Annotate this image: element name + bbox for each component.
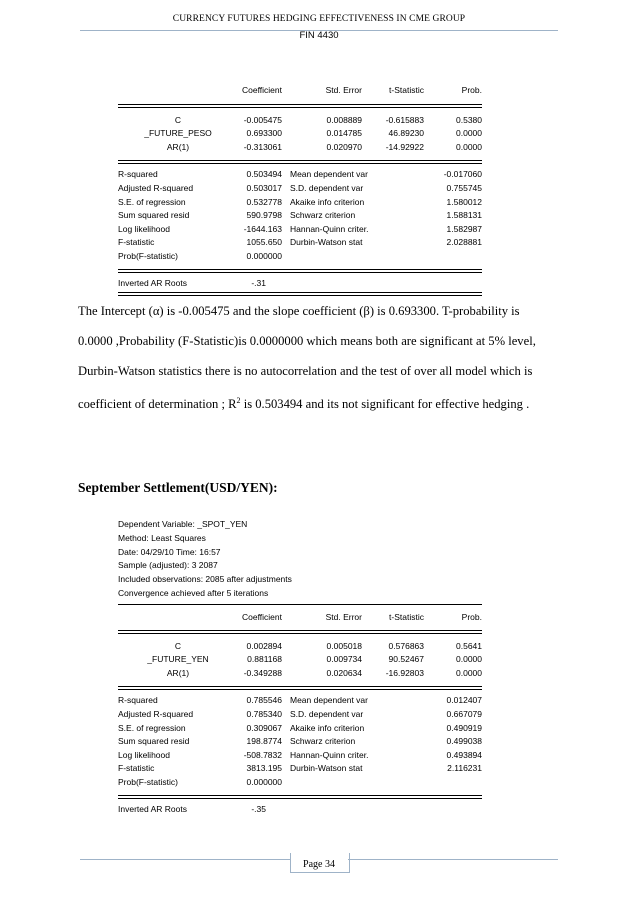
stats-row [118, 196, 482, 210]
stat-label: Durbin-Watson stat [290, 237, 363, 248]
roots-row [118, 803, 482, 817]
stat-label: R-squared [118, 695, 158, 706]
stat-label: Prob(F-statistic) [118, 776, 178, 787]
stat-label: Prob(F-statistic) [118, 250, 178, 261]
meta-line: Sample (adjusted): 3 2087 [118, 560, 218, 571]
stat-label: Durbin-Watson stat [290, 763, 363, 774]
stat-label: Schwarz criterion [290, 210, 356, 221]
stat-value: 0.503494 [246, 169, 282, 180]
table-row [118, 640, 482, 654]
paragraph-line: Durbin-Watson statistics there is no autocorrelation and the test of over all model which is [78, 364, 533, 378]
stat-label: Akaike info criterion [290, 196, 365, 207]
p-cell: 0.5380 [456, 114, 482, 125]
stats-row [118, 776, 482, 790]
stats-row [118, 708, 482, 722]
t-cell: -0.615883 [385, 114, 424, 125]
coef-cell: 0.693300 [246, 128, 282, 139]
paragraph-line [78, 386, 562, 419]
coef-cell: -0.313061 [243, 141, 282, 152]
regression-table-peso [118, 84, 482, 296]
stat-label: Hannan-Quinn criter. [290, 223, 369, 234]
paragraph-text: is 0.503494 and its not significant for effective hedging . [240, 397, 530, 412]
var-name: C [174, 640, 182, 651]
roots-label: Inverted AR Roots [118, 803, 187, 814]
meta-line: Date: 04/29/10 Time: 16:57 [118, 546, 221, 557]
stats-row [118, 236, 482, 250]
stats-row [118, 168, 482, 182]
stat-value: 0.000000 [246, 776, 282, 787]
table-header-row [118, 84, 482, 98]
stats-row [118, 762, 482, 776]
stat-label: S.D. dependent var [290, 708, 364, 719]
se-cell: 0.020634 [326, 667, 362, 678]
p-cell: 0.0000 [456, 141, 482, 152]
stat-label: Schwarz criterion [290, 736, 356, 747]
stat-label: Log likelihood [118, 223, 170, 234]
stats-row [118, 209, 482, 223]
meta-line: Convergence achieved after 5 iterations [118, 587, 269, 598]
stats-row [118, 722, 482, 736]
t-cell: 0.576863 [388, 640, 424, 651]
footer-rule [348, 859, 558, 860]
coef-cell: 0.002894 [246, 640, 282, 651]
section-title: September Settlement(USD/YEN): [78, 480, 278, 495]
stat-value: 0.755745 [446, 182, 482, 193]
coef-cell: -0.005475 [243, 114, 282, 125]
stat-label: F-statistic [118, 763, 155, 774]
regression-meta [118, 518, 292, 601]
stat-label: R-squared [118, 169, 158, 180]
roots-value: -.35 [251, 803, 266, 814]
table-row [118, 653, 482, 667]
se-cell: 0.005018 [326, 640, 362, 651]
stat-value: 0.503017 [246, 182, 282, 193]
col-coefficient: Coefficient [241, 612, 282, 622]
meta-line: Dependent Variable: _SPOT_YEN [118, 519, 248, 529]
stat-label: Sum squared resid [118, 210, 190, 221]
roots-value: -.31 [251, 277, 266, 288]
stat-label: Adjusted R-squared [118, 182, 194, 193]
se-cell: 0.020970 [326, 141, 362, 152]
col-prob: Prob. [461, 85, 482, 95]
col-t-statistic: t-Statistic [389, 85, 424, 95]
stat-label: Mean dependent var [290, 695, 368, 706]
coef-cell: -0.349288 [243, 667, 282, 678]
stat-value: 1.580012 [446, 196, 482, 207]
table-row [118, 114, 482, 128]
stat-label: Akaike info criterion [290, 722, 365, 733]
var-name: C [174, 114, 182, 125]
stat-label: S.D. dependent var [290, 182, 364, 193]
stat-value: 3813.195 [246, 763, 282, 774]
stat-value: -0.017060 [443, 169, 482, 180]
stat-value: 2.116231 [447, 763, 482, 774]
paragraph-line: The Intercept (α) is -0.005475 and the slope coefficient (β) is 0.693300. T-probability is [78, 304, 520, 318]
stat-label: Sum squared resid [118, 736, 190, 747]
t-cell: -16.92803 [385, 667, 424, 678]
stat-value: 590.9798 [246, 210, 282, 221]
stat-value: 0.493894 [446, 749, 482, 760]
course-code: FIN 4430 [299, 30, 339, 41]
stats-row [118, 223, 482, 237]
stat-value: 0.532778 [246, 196, 282, 207]
regression-table-yen [118, 604, 482, 816]
roots-label: Inverted AR Roots [118, 277, 187, 288]
col-coefficient: Coefficient [241, 85, 282, 95]
col-prob: Prob. [461, 612, 482, 622]
t-cell: 46.89230 [388, 128, 424, 139]
p-cell: 0.0000 [456, 667, 482, 678]
stat-label: F-statistic [118, 237, 155, 248]
stat-value: 1.588131 [446, 210, 482, 221]
page-number: Page 34 [303, 859, 335, 870]
p-cell: 0.0000 [456, 654, 482, 665]
col-std-error: Std. Error [325, 85, 362, 95]
interpretation-paragraph [78, 296, 562, 419]
footer-rule [80, 859, 290, 860]
stat-value: 1055.650 [246, 237, 282, 248]
stats-row [118, 182, 482, 196]
p-cell: 0.5641 [456, 640, 482, 651]
stat-value: 0.012407 [446, 695, 482, 706]
stats-row [118, 250, 482, 264]
stat-value: -1644.163 [243, 223, 282, 234]
stats-row [118, 694, 482, 708]
stat-label: Log likelihood [118, 749, 170, 760]
stat-value: 0.785546 [246, 695, 282, 706]
stat-value: 1.582987 [446, 223, 482, 234]
t-cell: -14.92922 [385, 141, 424, 152]
stat-value: 0.499038 [446, 736, 482, 747]
var-name: AR(1) [166, 667, 190, 678]
coef-cell: 0.881168 [247, 654, 282, 665]
stat-value: 0.785340 [246, 708, 282, 719]
running-header: CURRENCY FUTURES HEDGING EFFECTIVENESS IN CME GROUP [172, 14, 466, 24]
stat-label: Adjusted R-squared [118, 708, 194, 719]
stat-value: -508.7832 [243, 749, 282, 760]
stats-row [118, 749, 482, 763]
table-row [118, 127, 482, 141]
table-header-row [118, 611, 482, 625]
se-cell: 0.008889 [326, 114, 362, 125]
meta-line: Included observations: 2085 after adjustments [118, 574, 292, 585]
table-row [118, 141, 482, 155]
stat-value: 0.000000 [246, 250, 282, 261]
paragraph-line: 0.0000 ,Probability (F-Statistic)is 0.0000000 which means both are significant at 5% level, [78, 334, 536, 348]
stat-value: 2.028881 [446, 237, 482, 248]
se-cell: 0.014785 [326, 128, 362, 139]
paragraph-text: coefficient of determination ; R [78, 397, 237, 412]
p-cell: 0.0000 [456, 128, 482, 139]
col-t-statistic: t-Statistic [389, 612, 424, 622]
stats-row [118, 735, 482, 749]
stat-value: 0.309067 [246, 722, 282, 733]
var-name: AR(1) [166, 141, 190, 152]
stat-value: 198.8774 [246, 736, 282, 747]
t-cell: 90.52467 [388, 654, 424, 665]
stat-label: Hannan-Quinn criter. [290, 749, 369, 760]
stat-value: 0.490919 [446, 722, 482, 733]
stat-value: 0.667079 [446, 708, 482, 719]
se-cell: 0.009734 [326, 654, 362, 665]
roots-row [118, 277, 482, 291]
stat-label: Mean dependent var [290, 169, 368, 180]
superscript: 2 [236, 396, 241, 405]
table-row [118, 667, 482, 681]
stat-label: S.E. of regression [118, 722, 186, 733]
meta-line: Method: Least Squares [118, 532, 206, 543]
col-std-error: Std. Error [325, 612, 362, 622]
var-name: _FUTURE_PESO [144, 128, 212, 139]
var-name: _FUTURE_YEN [147, 654, 209, 665]
stat-label: S.E. of regression [118, 196, 186, 207]
